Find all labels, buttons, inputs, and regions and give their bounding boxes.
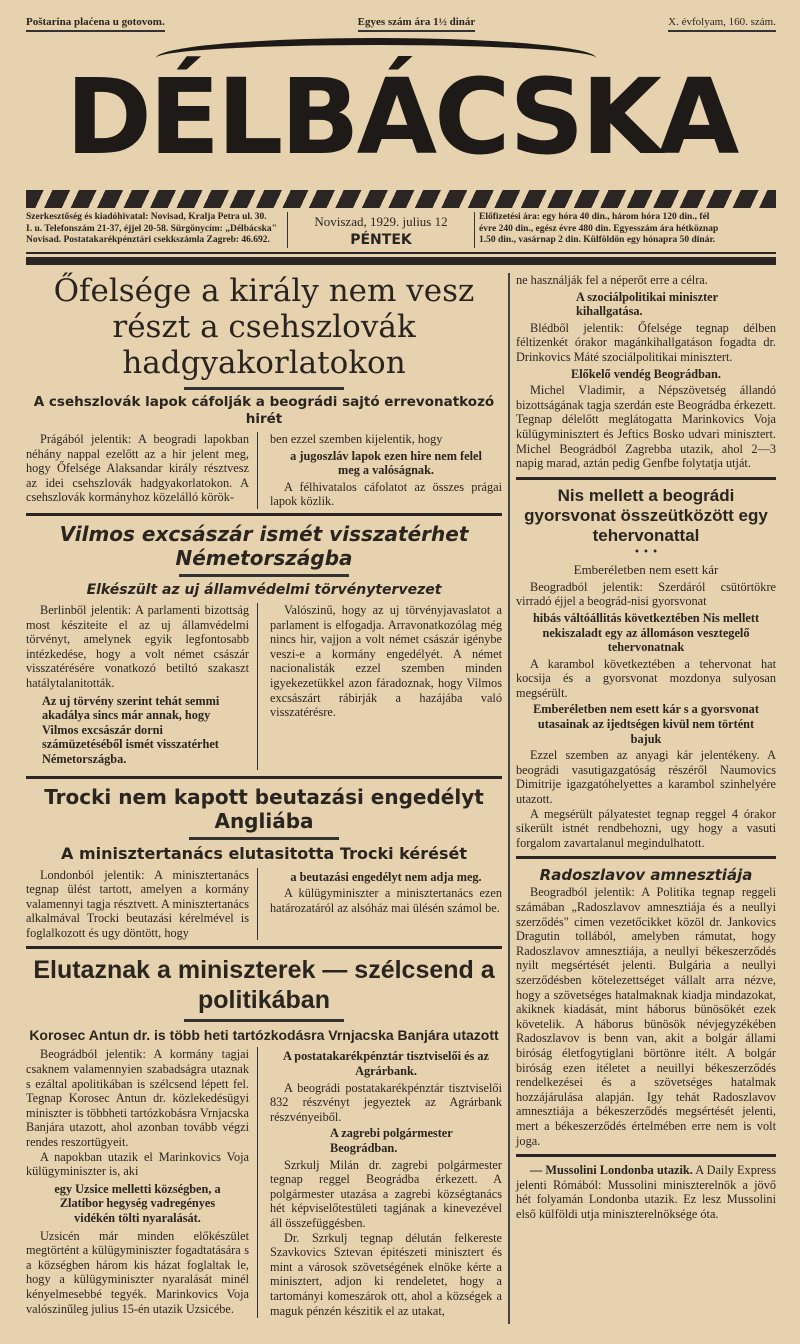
paragraph: Beogradból jelentik: A Politika tegnap reggeli számában „Radoszlavov amnesztiája és a neullyi szerződés" cimen vezetőcikket közöl dr. Jankovics Dragutin tollából, amelyben rámutat, hogy Radoszlavov amnesztiája, a neullyi békeszerződés nyilt megsértését jelenti. Bulgária a neullyi szerződésben kötelezettséget vállalt arra nézve, hogy a szövetséges hatalmaknak kiadja mindazokat, akiknek kiadását, mint háborus bünösökét ezek követelik. A háborus bünösök névjegyzékében Radoszlavov is benn van, akit a bolgár állami biróság életfogytiglani börtönre itélt. A bolgár biróság ezen itéletet a neuillyi békeszerződés rendelkezései és a szövetséges hatalmak hozzájárulása alapján. Igy tehát Radoszlavov amnesztiája a békeszerződés megsértését jelenti, mert a békeszerződés értelmében erre nem is volt joga. <box>516 885 776 1148</box>
subheadline: A minisztertanács elutasitotta Trocki kérését <box>61 843 467 863</box>
weekday: PÉNTEK <box>350 232 412 248</box>
columns <box>26 273 776 1324</box>
info-row <box>26 212 776 248</box>
divider <box>26 257 776 265</box>
bold-paragraph: a jugoszláv lapok ezen hire nem felel meg a valóságnak. <box>290 448 482 478</box>
headline: Radoszlavov amnesztiája <box>539 866 753 885</box>
headline: Nis mellett a beográdi gyorsvonat összeütközött egy tehervonattal <box>524 485 768 545</box>
postage-note: Poštarina plaćena u gotovom. <box>26 16 165 32</box>
subheadline: Emberéletben nem esett kár <box>573 561 719 577</box>
headline: Őfelsége a király nem vesz részt a csehszlovák hadgyakorlatokon <box>53 273 475 381</box>
paragraph: ben ezzel szemben kijelentik, hogy <box>270 432 443 446</box>
divider <box>189 837 339 840</box>
paragraph: Valószinű, hogy az uj törvényjavaslatot a parlament is elfogadja. Arravonatkozólag még nincs hir, vajjon a volt német császár igénybe veszi-e a kormány engedélyét. A német nacionalisták ezzel szemben minden igyekezetükkel azon fáradoznak, hogy Vilmos excsászárt rábirják a hazájába való visszatérésre. <box>270 602 502 720</box>
divider <box>179 574 349 577</box>
editorial-info <box>26 212 288 248</box>
date: Noviszad, 1929. julius 12 <box>314 214 448 229</box>
divider <box>516 856 776 859</box>
paragraph: Berlinből jelentik: A parlamenti bizottság most késziteite el az uj államvédelmi törvényt, amelynek egyik legfontosabb intézkedése, hogy a volt német császár visszatérésére vonatkozó betiltó szakaszt hatálytalanitották. <box>26 602 249 690</box>
paragraph: A beográdi postatakarékpénztár tisztviselői 832 részvényt jegyeztek az Agrárbank részvényeiből. <box>270 1080 502 1124</box>
info-line: évre 240 din., egész évre 480 din. Egyesszám ára hétköznap <box>479 223 719 234</box>
divider <box>516 1154 776 1157</box>
paragraph: A külügyminiszter a minisztertanács ezen határozatáról az alsóház mai ülésén számol be. <box>270 886 502 915</box>
paragraph: Szrkulj Milán dr. zagrebi polgármester tegnap reggel Beográdba érkezett. A polgármester utazása a zagrebi községtanács hét képviselőtestületi tagjának a kinevezével áll összefüggésben. <box>270 1157 502 1230</box>
price-note: Egyes szám ára 1½ dinár <box>358 16 476 32</box>
paragraph: Ezzel szemben az anyagi kár jelentékeny. A beográdi vasutigazgatóság részéről Naumovics Dimitrije igazgatóhelyettes a karambol szinhelyére utazott. <box>516 748 776 807</box>
article-king <box>26 273 502 516</box>
subheadline: Elkészült az uj államvédelmi törvénytervezet <box>86 581 442 598</box>
bold-paragraph: Emberéletben nem esett kár s a gyorsvonat utasainak az ijedtségen kivül nem történt bajuk <box>533 702 759 746</box>
paragraph: Londonból jelentik: A minisztertanács tegnap ülést tartott, amelyen a kormány valamennyi tagja résztvett. A minisztertanács alkalmával Trocki beutazási kérelmével is foglalkozott és ugy döntött, hogy <box>26 867 249 940</box>
masthead-ornament <box>26 190 776 208</box>
bold-lead: — Mussolini Londonba utazik. <box>530 1163 693 1178</box>
bold-paragraph: a beutazási engedélyt nem adja meg. <box>290 869 482 884</box>
paragraph: Uzsicén már minden előkészület megtörtént a külügyminiszter fogadtatására s a községben három kis házat foglaltak le, hogy a külügyminiszter nyaralását minél kényelmesebbé tegyék. Marinkovics Voja valószinűleg julius 15-én utazik Uzsicébe. <box>26 1228 249 1316</box>
info-line: 1.50 din., vasárnap 2 din. Külföldön egy hónapra 50 dinár. <box>479 235 716 245</box>
paragraph: A Daily Express jelenti Rómából: Mussolini miniszterelnök a jövő hét folyamán Londonba utazik. Ez lesz Mussolini első külföldi utja miniszterelnöksége óta. <box>516 1163 776 1221</box>
paragraph: Prágából jelentik: A beogradi lapokban néhány nappal ezelőtt az a hir jelent meg, hogy Őfelsége Alaksandar király résztvesz az idei csehszlovák hadgyakorlatokon. A csehszlovák kormányhoz közelálló körök- <box>26 432 249 505</box>
divider <box>26 513 502 516</box>
subscription-info <box>474 212 776 248</box>
left-column <box>26 273 502 1324</box>
article-ministers <box>26 955 502 1318</box>
issue-number: X. évfolyam, 160. szám. <box>668 16 776 32</box>
paragraph: A megsérült pályatestet tegnap reggel 4 órakor sikerült istnét rendbehozni, ugy hogy a vasuti forgalom zavartalanul megindulhatott. <box>516 806 776 850</box>
paragraph: Beográdból jelentik: A kormány tagjai csaknem valamennyien szabadságra utaznak s ezáltal apolitikában is szélcsend lépett fel. Tegnap Korosec Antun dr. közlekedésügyi miniszter is többheti tartózkobásra Vrnjacska Banjára utazott, ahol azonban tovább végzi rendes reszortügyeit. <box>26 1047 249 1150</box>
dots-ornament: • • • <box>633 546 659 558</box>
headline: Trocki nem kapott beutazási engedélyt Angliába <box>44 784 484 833</box>
paragraph: A karambol következtében a tehervonat hat kocsija és a gyorsvonat mozdonya sulyosan megsérült. <box>516 656 776 700</box>
divider <box>26 946 502 949</box>
bold-paragraph: Előkelő vendég Beográdban. <box>571 366 721 381</box>
paragraph: Beogradból jelentik: Szerdáról csütörtökre virradó éjjel a beográd-nisi gyorsvonat <box>516 579 776 609</box>
paragraph: ne használják fel a néperőt erre a célra. <box>516 273 708 287</box>
divider <box>516 477 776 480</box>
headline: Elutaznak a miniszterek — szélcsend a politikában <box>33 956 495 1015</box>
info-line: Novisad. Postatakarékpénztári csekkszámla Zagreb: 46.692. <box>26 235 270 245</box>
subheadline: A csehszlovák lapok cáfolják a beográdi sajtó errevonatkozó hirét <box>33 394 495 427</box>
bold-paragraph: A postatakarékpénztár tisztviselői és az Agrárbank. <box>282 1049 490 1079</box>
bold-paragraph: Az uj törvény szerint tehát semmi akadálya sincs már annak, hogy Vilmos excsászár dorni számüzetéséből ismét visszatérhet Németországba. <box>42 693 220 766</box>
paragraph: Blédből jelentik: Őfelsége tegnap délben féltizenkét órakor magánkihallgatáson fogadta dr. Drinkovics Máté szociálpolitikai minisztert. <box>516 320 776 364</box>
paragraph: A félhivatalos cáfolatot az összes prágai lapok közlik. <box>270 479 502 509</box>
paragraph: Dr. Szrkulj tegnap délután felkereste Szavkovics Sztevan épitészeti minisztert és mint a városok szövetségének elnöke kérte a minisztert, adjon ki rendeletet, hogy a tartományi komeszárok ott, ahol a községek a maguk pénzén készitik el az utakat, <box>270 1230 502 1318</box>
divider <box>184 1019 344 1022</box>
paragraph: A napokban utazik el Marinkovics Voja külügyminiszter is, aki <box>26 1149 249 1179</box>
masthead-logo: DÉLBÁCSKA <box>65 56 737 178</box>
info-line: Előfizetési ára: egy hóra 40 din., három hóra 120 din., fél <box>479 212 710 222</box>
top-line <box>26 16 776 32</box>
paragraph: Michel Vladimir, a Népszövetség állandó bizottságának tagja szerdán este Beográdba érkezett. Tegnap délelőtt meglátogatta Marinkovics Voja külügyminisztert és Jeftics Bosko udvari minisztert. Michel Beográdból Zagrebba utazik, ahol 2—3 napig marad, aztán pedig Genfbe folytatja utját. <box>516 383 776 471</box>
info-line: I. u. Telefonszám 21-37, éjjel 20-58. Sürgönycím: „Délbácska" <box>26 223 277 234</box>
article-trotsky <box>26 785 502 950</box>
divider <box>26 776 502 779</box>
subheadline: Korosec Antun dr. is több heti tartózkodásra Vrnjacska Banjára utazott <box>29 1027 499 1044</box>
dateline <box>288 212 474 248</box>
bold-paragraph: hibás váltóállitás következtében Nis mellett nekiszaladt egy az állomáson vesztegelő tehervonatnak <box>532 610 760 655</box>
right-column <box>516 273 776 1324</box>
bold-paragraph: egy Uzsice melletti községben, a Zlatibor hegység vadregényes vidékén tölti nyaralását. <box>54 1181 221 1225</box>
bold-paragraph: A szociálpolitikai miniszter kihallgatása. <box>576 289 718 319</box>
headline: Vilmos excsászár ismét visszatérhet Németországba <box>59 521 469 570</box>
masthead <box>26 38 776 188</box>
bold-paragraph: A zagrebi polgármester Beográdban. <box>330 1126 453 1156</box>
divider <box>26 252 776 254</box>
divider <box>184 387 344 390</box>
column-divider <box>508 273 510 1324</box>
article-wilhelm <box>26 522 502 779</box>
info-line: Szerkesztőség és kiadóhivatal: Novisad, Kralja Petra ul. 30. <box>26 212 267 222</box>
